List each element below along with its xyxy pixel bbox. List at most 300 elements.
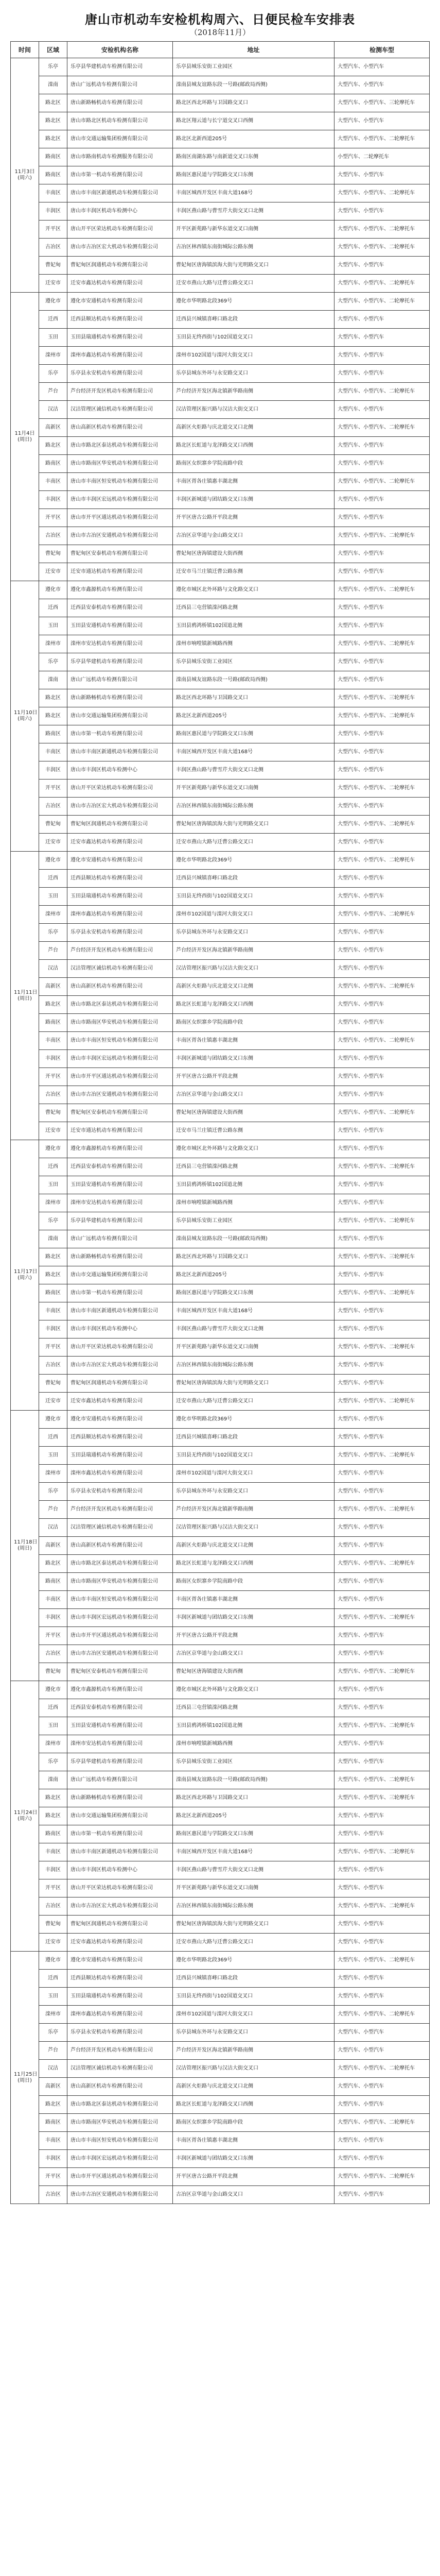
vehicle-types-cell: 大型汽车、小型汽车 <box>335 311 430 329</box>
district-cell: 汉沽 <box>39 2060 67 2078</box>
station-name-cell: 唐山市古冶区宏大机动车检测有限公司 <box>67 1897 173 1916</box>
district-cell: 汉沽 <box>39 401 67 419</box>
station-name-cell: 唐山市古冶区宏大机动车检测有限公司 <box>67 239 173 257</box>
station-name-cell: 迁安市鑫达机动车检测有限公司 <box>67 1393 173 1411</box>
station-name-cell: 遵化市鑫源机动车检测有限公司 <box>67 1681 173 1699</box>
district-cell: 乐亭 <box>39 924 67 942</box>
vehicle-types-cell: 大型汽车、小型汽车、三轮摩托车 <box>335 689 430 707</box>
station-name-cell: 迁安市鑫达机动车检测有限公司 <box>67 275 173 293</box>
station-name-cell: 唐山市路南区华安机动车检测有限公司 <box>67 1014 173 1032</box>
vehicle-types-cell: 大型汽车、小型汽车、二轮摩托车 <box>335 779 430 798</box>
table-row <box>11 1483 430 1501</box>
vehicle-types-cell: 大型汽车、小型汽车 <box>335 58 430 76</box>
vehicle-types-cell: 大型汽车、小型汽车、二轮摩托车 <box>335 2168 430 2186</box>
district-cell: 高新区 <box>39 2078 67 2096</box>
address-cell: 迁安市马兰庄镇迁曹公路东侧 <box>173 1122 335 1140</box>
table-row <box>11 1573 430 1591</box>
district-cell: 迁安市 <box>39 563 67 581</box>
vehicle-types-cell: 大型汽车、小型汽车、二轮摩托车 <box>335 239 430 257</box>
table-row <box>11 1861 430 1879</box>
date-cell <box>11 58 39 293</box>
district-cell: 路南区 <box>39 1014 67 1032</box>
district-cell: 遵化市 <box>39 1411 67 1429</box>
table-row <box>11 311 430 329</box>
table-row <box>11 1825 430 1843</box>
table-row <box>11 1158 430 1176</box>
vehicle-types-cell: 大型汽车、小型汽车、二轮摩托车 <box>335 1104 430 1122</box>
table-row <box>11 1645 430 1663</box>
district-cell: 路北区 <box>39 112 67 130</box>
vehicle-types-cell: 大型汽车、小型汽车 <box>335 1861 430 1879</box>
table-row <box>11 2024 430 2042</box>
station-name-cell: 迁西县顺达机动车检测有限公司 <box>67 1970 173 1988</box>
date-cell <box>11 581 39 852</box>
table-row <box>11 1122 430 1140</box>
address-cell: 路南区惠民道与学院路交叉口东侧 <box>173 1825 335 1843</box>
vehicle-types-cell: 大型汽车、小型汽车 <box>335 112 430 130</box>
vehicle-types-cell: 大型汽车、小型汽车、二轮摩托车 <box>335 275 430 293</box>
station-name-cell: 芦台经济开发区机动车检测有限公司 <box>67 383 173 401</box>
district-cell: 迁西 <box>39 870 67 888</box>
vehicle-types-cell: 大型汽车、小型汽车 <box>335 1176 430 1194</box>
district-cell: 迁安市 <box>39 1122 67 1140</box>
vehicle-types-cell: 大型汽车、小型汽车 <box>335 1681 430 1699</box>
station-name-cell: 芦台经济开发区机动车检测有限公司 <box>67 2042 173 2060</box>
district-cell: 迁安市 <box>39 834 67 852</box>
district-cell: 丰南区 <box>39 473 67 491</box>
district-cell: 丰润区 <box>39 1320 67 1338</box>
weekday-label: (周六) <box>17 1275 32 1281</box>
address-cell: 丰南区胥各庄镇惠丰湖北侧 <box>173 1591 335 1609</box>
address-cell: 滦南县城友谊路东段一号路(邮政局西侧) <box>173 671 335 689</box>
district-cell: 滦南 <box>39 1230 67 1248</box>
vehicle-types-cell: 大型汽车、小型汽车 <box>335 491 430 509</box>
station-name-cell: 唐山市丰南区新通机动车检测有限公司 <box>67 1843 173 1861</box>
station-name-cell: 唐山市第一机动车检测有限公司 <box>67 725 173 743</box>
district-cell: 丰润区 <box>39 761 67 779</box>
vehicle-types-cell: 大型汽车、小型汽车、二轮摩托车 <box>335 1501 430 1519</box>
table-row <box>11 906 430 924</box>
address-cell: 曹妃甸区唐海镇建设大街西侧 <box>173 1104 335 1122</box>
district-cell: 开平区 <box>39 779 67 798</box>
table-row <box>11 1447 430 1465</box>
header-name: 安检机构名称 <box>67 42 173 58</box>
address-cell: 芦台经济开发区海北镇新华路南侧 <box>173 942 335 960</box>
station-name-cell: 唐山市丰润区机动车检测中心 <box>67 202 173 221</box>
address-cell: 遵化市华明路北段369号 <box>173 293 335 311</box>
vehicle-types-cell: 大型汽车、小型汽车 <box>335 924 430 942</box>
table-row <box>11 1375 430 1393</box>
district-cell: 玉田 <box>39 1447 67 1465</box>
district-cell: 玉田 <box>39 617 67 635</box>
address-cell: 古冶区林西镇东南街城际公路东侧 <box>173 1357 335 1375</box>
vehicle-types-cell: 大型汽车、小型汽车、三轮摩托车 <box>335 1789 430 1807</box>
address-cell: 芦台经济开发区海北镇新华路南侧 <box>173 2042 335 2060</box>
station-name-cell: 唐山市路北区泰达机动车检测有限公司 <box>67 1555 173 1573</box>
district-cell: 迁西 <box>39 1429 67 1447</box>
vehicle-types-cell: 大型汽车、小型汽车 <box>335 202 430 221</box>
district-cell: 乐亭 <box>39 1753 67 1771</box>
vehicle-types-cell: 大型汽车、小型汽车、二轮摩托车 <box>335 383 430 401</box>
station-name-cell: 曹妃甸区润通机动车检测有限公司 <box>67 257 173 275</box>
table-row <box>11 1519 430 1537</box>
table-row <box>11 2186 430 2204</box>
table-row <box>11 1302 430 1320</box>
vehicle-types-cell: 大型汽车、小型汽车 <box>335 1699 430 1717</box>
district-cell: 路南区 <box>39 1284 67 1302</box>
station-name-cell: 玉田县瑞通机动车检测有限公司 <box>67 329 173 347</box>
station-name-cell: 迁西县安泰机动车检测有限公司 <box>67 1699 173 1717</box>
vehicle-types-cell: 大型汽车、小型汽车 <box>335 888 430 906</box>
district-cell: 迁安市 <box>39 1393 67 1411</box>
station-name-cell: 曹妃甸区安泰机动车检测有限公司 <box>67 1104 173 1122</box>
district-cell: 遵化市 <box>39 1952 67 1970</box>
table-row <box>11 996 430 1014</box>
address-cell: 曹妃甸区唐海镇滨海大街与光明路交叉口 <box>173 257 335 275</box>
district-cell: 乐亭 <box>39 1212 67 1230</box>
station-name-cell: 曹妃甸区安泰机动车检测有限公司 <box>67 1663 173 1681</box>
address-cell: 曹妃甸区唐海镇建设大街西侧 <box>173 1663 335 1681</box>
address-cell: 曹妃甸区唐海镇滨海大街与光明路交叉口 <box>173 1916 335 1934</box>
station-name-cell: 芦台经济开发区机动车检测有限公司 <box>67 1501 173 1519</box>
address-cell: 滦州市响嘡镇新城路西侧 <box>173 635 335 653</box>
address-cell: 开平区新苑路与新华东道交叉口南侧 <box>173 221 335 239</box>
address-cell: 迁西县兴城镇喜峰口路北段 <box>173 1970 335 1988</box>
station-name-cell: 唐山市古冶区宏大机动车检测有限公司 <box>67 798 173 816</box>
vehicle-types-cell: 大型汽车、小型汽车 <box>335 437 430 455</box>
vehicle-types-cell: 大型汽车、小型汽车 <box>335 1519 430 1537</box>
district-cell: 路北区 <box>39 996 67 1014</box>
vehicle-types-cell: 大型汽车、小型汽车 <box>335 996 430 1014</box>
district-cell: 丰润区 <box>39 491 67 509</box>
address-cell: 丰润区燕山路与曹雪芹大街交叉口北侧 <box>173 761 335 779</box>
table-row <box>11 581 430 599</box>
vehicle-types-cell: 大型汽车、小型汽车 <box>335 671 430 689</box>
address-cell: 玉田县无终西街与102国道交叉口 <box>173 329 335 347</box>
station-name-cell: 唐山市丰南区新通机动车检测有限公司 <box>67 184 173 202</box>
station-name-cell: 遵化市安通机动车检测有限公司 <box>67 1952 173 1970</box>
address-cell: 路北区西北环路与卫国路交叉口 <box>173 94 335 112</box>
station-name-cell: 滦州市鑫达机动车检测有限公司 <box>67 2006 173 2024</box>
table-row <box>11 1681 430 1699</box>
table-row <box>11 148 430 166</box>
date-cell <box>11 1140 39 1411</box>
address-cell: 古冶区京华道与金山路交叉口 <box>173 2186 335 2204</box>
header-time: 时间 <box>11 42 39 58</box>
address-cell: 路南区女织寨乡学院南路中段 <box>173 1573 335 1591</box>
district-cell: 路南区 <box>39 725 67 743</box>
vehicle-types-cell: 大型汽车、小型汽车 <box>335 1302 430 1320</box>
table-row <box>11 599 430 617</box>
station-name-cell: 唐山开平区荣达机动车检测有限公司 <box>67 1338 173 1357</box>
address-cell: 丰南区城西开发区丰南大道168号 <box>173 743 335 761</box>
vehicle-types-cell: 大型汽车、小型汽车、二轮摩托车 <box>335 1609 430 1627</box>
vehicle-types-cell: 大型汽车、小型汽车、二轮摩托车 <box>335 852 430 870</box>
address-cell: 玉田县鸦鸿桥镇102国道北侧 <box>173 617 335 635</box>
table-body <box>11 58 430 2204</box>
district-cell: 路南区 <box>39 166 67 184</box>
address-cell: 乐亭县城东外环与永安路交叉口 <box>173 365 335 383</box>
district-cell: 曹妃甸 <box>39 816 67 834</box>
vehicle-types-cell: 大型汽车、小型汽车、二轮摩托车 <box>335 1284 430 1302</box>
district-cell: 古冶区 <box>39 1086 67 1104</box>
district-cell: 路北区 <box>39 1266 67 1284</box>
table-row <box>11 1537 430 1555</box>
address-cell: 滦南县城友谊路东段一号路(邮政局西侧) <box>173 76 335 94</box>
station-name-cell: 迁安市通达机动车检测有限公司 <box>67 563 173 581</box>
district-cell: 路北区 <box>39 2096 67 2114</box>
district-cell: 开平区 <box>39 221 67 239</box>
date-cell <box>11 852 39 1140</box>
table-row <box>11 2168 430 2186</box>
address-cell: 路北区西北环路与卫国路交叉口 <box>173 1789 335 1807</box>
district-cell: 迁西 <box>39 1158 67 1176</box>
table-row <box>11 1050 430 1068</box>
address-cell: 路北区长虹道与龙泽路交叉口西侧 <box>173 437 335 455</box>
station-name-cell: 唐山开平区荣达机动车检测有限公司 <box>67 1879 173 1897</box>
address-cell: 遵化市城区北外环路与文化路交叉口 <box>173 1140 335 1158</box>
station-name-cell: 滦州市安达机动车检测有限公司 <box>67 635 173 653</box>
table-row <box>11 617 430 635</box>
district-cell: 玉田 <box>39 1717 67 1735</box>
vehicle-types-cell: 大型汽车、小型汽车 <box>335 1014 430 1032</box>
table-row <box>11 978 430 996</box>
district-cell: 开平区 <box>39 509 67 527</box>
vehicle-types-cell: 大型汽车、小型汽车 <box>335 1194 430 1212</box>
district-cell: 玉田 <box>39 329 67 347</box>
table-row <box>11 1609 430 1627</box>
vehicle-types-cell: 大型汽车、小型汽车、二轮摩托车 <box>335 2114 430 2132</box>
table-row <box>11 1465 430 1483</box>
vehicle-types-cell: 大型汽车、小型汽车 <box>335 870 430 888</box>
district-cell: 丰南区 <box>39 1843 67 1861</box>
address-cell: 路北区长虹道与龙泽路交叉口西侧 <box>173 996 335 1014</box>
station-name-cell: 迁西县顺达机动车检测有限公司 <box>67 1429 173 1447</box>
station-name-cell: 唐山市丰南区恒安机动车检测有限公司 <box>67 2132 173 2150</box>
table-row <box>11 1501 430 1519</box>
address-cell: 开平区新苑路与新华东道交叉口南侧 <box>173 779 335 798</box>
district-cell: 开平区 <box>39 1068 67 1086</box>
vehicle-types-cell: 大型汽车、小型汽车、二轮摩托车 <box>335 2006 430 2024</box>
table-row <box>11 455 430 473</box>
address-cell: 乐亭县城东外环与永安路交叉口 <box>173 1483 335 1501</box>
station-name-cell: 迁安市鑫达机动车检测有限公司 <box>67 1934 173 1952</box>
district-cell: 乐亭 <box>39 653 67 671</box>
vehicle-types-cell: 大型汽车、小型汽车、二轮摩托车 <box>335 1447 430 1465</box>
station-name-cell: 唐山市古冶区安通机动车检测有限公司 <box>67 1645 173 1663</box>
vehicle-types-cell: 大型汽车、小型汽车、二轮摩托车 <box>335 1771 430 1789</box>
vehicle-types-cell: 大型汽车、小型汽车、二轮摩托车 <box>335 184 430 202</box>
address-cell: 乐亭县城乐安街工业园区 <box>173 1212 335 1230</box>
station-name-cell: 唐山开平区荣达机动车检测有限公司 <box>67 779 173 798</box>
station-name-cell: 唐山市丰润区机动车检测中心 <box>67 1861 173 1879</box>
station-name-cell: 唐山高新区机动车检测有限公司 <box>67 978 173 996</box>
vehicle-types-cell: 大型汽车、小型汽车、二轮摩托车 <box>335 816 430 834</box>
station-name-cell: 迁西县安泰机动车检测有限公司 <box>67 1158 173 1176</box>
address-cell: 芦台经济开发区海北镇新华路南侧 <box>173 383 335 401</box>
table-row <box>11 852 430 870</box>
table-row <box>11 2060 430 2078</box>
station-name-cell: 玉田县安通机动车检测有限公司 <box>67 617 173 635</box>
address-cell: 丰润区新城道与团结路交叉口东侧 <box>173 2150 335 2168</box>
address-cell: 古冶区京华道与金山路交叉口 <box>173 527 335 545</box>
station-name-cell: 唐山市交通运输集团检测有限公司 <box>67 707 173 725</box>
vehicle-types-cell: 大型汽车、小型汽车、三轮摩托车 <box>335 94 430 112</box>
station-name-cell: 滦州市鑫达机动车检测有限公司 <box>67 906 173 924</box>
vehicle-types-cell: 大型汽车、小型汽车 <box>335 329 430 347</box>
header-district: 区域 <box>39 42 67 58</box>
vehicle-types-cell: 大型汽车、小型汽车、二轮摩托车 <box>335 293 430 311</box>
district-cell: 滦南 <box>39 1771 67 1789</box>
station-name-cell: 唐山高新区机动车检测有限公司 <box>67 2078 173 2096</box>
vehicle-types-cell: 大型汽车、小型汽车、二轮摩托车 <box>335 581 430 599</box>
table-row <box>11 834 430 852</box>
district-cell: 丰南区 <box>39 743 67 761</box>
address-cell: 丰南区城西开发区丰南大道168号 <box>173 1843 335 1861</box>
district-cell: 路北区 <box>39 707 67 725</box>
vehicle-types-cell: 大型汽车、小型汽车 <box>335 1483 430 1501</box>
address-cell: 开平区唐古公路开平段北侧 <box>173 1627 335 1645</box>
table-row <box>11 1230 430 1248</box>
address-cell: 乐亭县城东外环与永安路交叉口 <box>173 924 335 942</box>
table-row <box>11 1104 430 1122</box>
district-cell: 古冶区 <box>39 1357 67 1375</box>
table-row <box>11 1988 430 2006</box>
table-row <box>11 1771 430 1789</box>
station-name-cell: 遵化市安通机动车检测有限公司 <box>67 293 173 311</box>
station-name-cell: 唐山广远机动车检测有限公司 <box>67 1771 173 1789</box>
address-cell: 丰润区燕山路与曹雪芹大街交叉口北侧 <box>173 1861 335 1879</box>
address-cell: 高新区火炬路与庆北道交叉口北侧 <box>173 419 335 437</box>
address-cell: 迁西县兴城镇喜峰口路北段 <box>173 311 335 329</box>
station-name-cell: 唐山市路南区华安机动车检测有限公司 <box>67 2114 173 2132</box>
station-name-cell: 玉田县瑞通机动车检测有限公司 <box>67 1447 173 1465</box>
station-name-cell: 唐山市第一机动车检测有限公司 <box>67 1284 173 1302</box>
table-row <box>11 1140 430 1158</box>
vehicle-types-cell: 大型汽车、小型汽车 <box>335 1970 430 1988</box>
address-cell: 玉田县无终西街与102国道交叉口 <box>173 1988 335 2006</box>
header-row <box>11 42 430 58</box>
date-label: 11月4日 <box>14 430 35 436</box>
address-cell: 汉沽管理区振兴路与汉沽大街交叉口 <box>173 960 335 978</box>
table-row <box>11 1843 430 1861</box>
vehicle-types-cell: 大型汽车、小型汽车 <box>335 1627 430 1645</box>
station-name-cell: 滦州市鑫达机动车检测有限公司 <box>67 347 173 365</box>
district-cell: 高新区 <box>39 978 67 996</box>
address-cell: 丰南区城西开发区丰南大道168号 <box>173 1302 335 1320</box>
vehicle-types-cell: 大型汽车、小型汽车 <box>335 563 430 581</box>
vehicle-types-cell: 大型汽车、小型汽车、二轮摩托车 <box>335 1952 430 1970</box>
address-cell: 滦州市响嘡镇新城路西侧 <box>173 1194 335 1212</box>
address-cell: 路北区西北环路与卫国路交叉口 <box>173 689 335 707</box>
table-row <box>11 1429 430 1447</box>
table-row <box>11 437 430 455</box>
date-label: 11月25日 <box>14 2071 38 2077</box>
address-cell: 迁西县兴城镇喜峰口路北段 <box>173 1429 335 1447</box>
address-cell: 路南区女织寨乡学院南路中段 <box>173 1014 335 1032</box>
address-cell: 玉田县鸦鸿桥镇102国道北侧 <box>173 1176 335 1194</box>
table-row <box>11 1952 430 1970</box>
station-name-cell: 玉田县瑞通机动车检测有限公司 <box>67 888 173 906</box>
district-cell: 迁安市 <box>39 275 67 293</box>
district-cell: 遵化市 <box>39 1681 67 1699</box>
table-row <box>11 2114 430 2132</box>
date-label: 11月3日 <box>14 169 35 175</box>
address-cell: 路北区长虹道与龙泽路交叉口西侧 <box>173 2096 335 2114</box>
vehicle-types-cell: 大型汽车、小型汽车、二轮摩托车 <box>335 527 430 545</box>
vehicle-types-cell: 大型汽车、小型汽车 <box>335 1825 430 1843</box>
address-cell: 迁安市马兰庄镇迁曹公路东侧 <box>173 563 335 581</box>
table-row <box>11 1879 430 1897</box>
station-name-cell: 曹妃甸区润通机动车检测有限公司 <box>67 816 173 834</box>
table-row <box>11 1789 430 1807</box>
district-cell: 乐亭 <box>39 58 67 76</box>
station-name-cell: 唐山市第一机动车检测有限公司 <box>67 166 173 184</box>
district-cell: 滦州市 <box>39 1735 67 1753</box>
vehicle-types-cell: 大型汽车、小型汽车 <box>335 76 430 94</box>
station-name-cell: 汉沽管理区诚信机动车检测有限公司 <box>67 2060 173 2078</box>
date-label: 11月10日 <box>14 710 38 716</box>
vehicle-types-cell: 大型汽车、小型汽车、二轮摩托车 <box>335 1338 430 1357</box>
station-name-cell: 汉沽管理区诚信机动车检测有限公司 <box>67 401 173 419</box>
station-name-cell: 唐山市路北区泰达机动车检测有限公司 <box>67 437 173 455</box>
table-row <box>11 1970 430 1988</box>
vehicle-types-cell: 大型汽车、小型汽车、二轮摩托车 <box>335 1158 430 1176</box>
district-cell: 古冶区 <box>39 1645 67 1663</box>
address-cell: 玉田县无终西街与102国道交叉口 <box>173 1447 335 1465</box>
district-cell: 丰润区 <box>39 1609 67 1627</box>
header-address: 地址 <box>173 42 335 58</box>
address-cell: 路南区女织寨乡学院南路中段 <box>173 455 335 473</box>
station-name-cell: 唐山市路北区泰达机动车检测有限公司 <box>67 996 173 1014</box>
table-header <box>11 42 430 58</box>
station-name-cell: 唐山市丰南区恒安机动车检测有限公司 <box>67 473 173 491</box>
vehicle-types-cell: 大型汽车、小型汽车 <box>335 365 430 383</box>
table-row <box>11 635 430 653</box>
station-name-cell: 唐山市路北区机动车检测有限公司 <box>67 112 173 130</box>
district-cell: 遵化市 <box>39 581 67 599</box>
address-cell: 开平区新苑路与新华东道交叉口南侧 <box>173 1338 335 1357</box>
table-row <box>11 221 430 239</box>
station-name-cell: 乐亭县华建机动车检测有限公司 <box>67 1212 173 1230</box>
address-cell: 路北区北新西道205号 <box>173 1266 335 1284</box>
district-cell: 滦州市 <box>39 1465 67 1483</box>
station-name-cell: 唐山高新区机动车检测有限公司 <box>67 419 173 437</box>
table-row <box>11 1357 430 1375</box>
station-name-cell: 唐山新路畅机动车检测有限公司 <box>67 1248 173 1266</box>
vehicle-types-cell: 大型汽车、小型汽车 <box>335 1645 430 1663</box>
table-row <box>11 491 430 509</box>
address-cell: 古冶区林西镇东南街城际公路东侧 <box>173 239 335 257</box>
district-cell: 路南区 <box>39 1573 67 1591</box>
station-name-cell: 唐山市交通运输集团检测有限公司 <box>67 1266 173 1284</box>
station-name-cell: 唐山市开平区通达机动车检测有限公司 <box>67 1068 173 1086</box>
district-cell: 曹妃甸 <box>39 545 67 563</box>
table-row <box>11 1032 430 1050</box>
vehicle-types-cell: 大型汽车、小型汽车 <box>335 653 430 671</box>
vehicle-types-cell: 大型汽车、小型汽车 <box>335 2132 430 2150</box>
station-name-cell: 唐山市路南区华安机动车检测有限公司 <box>67 1573 173 1591</box>
document-title: 唐山市机动车安检机构周六、日便民检车安排表 <box>85 12 355 27</box>
station-name-cell: 迁安市通达机动车检测有限公司 <box>67 1122 173 1140</box>
address-cell: 汉沽管理区振兴路与汉沽大街交叉口 <box>173 1519 335 1537</box>
address-cell: 开平区新苑路与新华东道交叉口南侧 <box>173 1879 335 1897</box>
vehicle-types-cell: 大型汽车、小型汽车 <box>335 960 430 978</box>
district-cell: 滦州市 <box>39 347 67 365</box>
table-row <box>11 1014 430 1032</box>
address-cell: 路北区北新西道205号 <box>173 1807 335 1825</box>
station-name-cell: 唐山市丰润区机动车检测中心 <box>67 761 173 779</box>
